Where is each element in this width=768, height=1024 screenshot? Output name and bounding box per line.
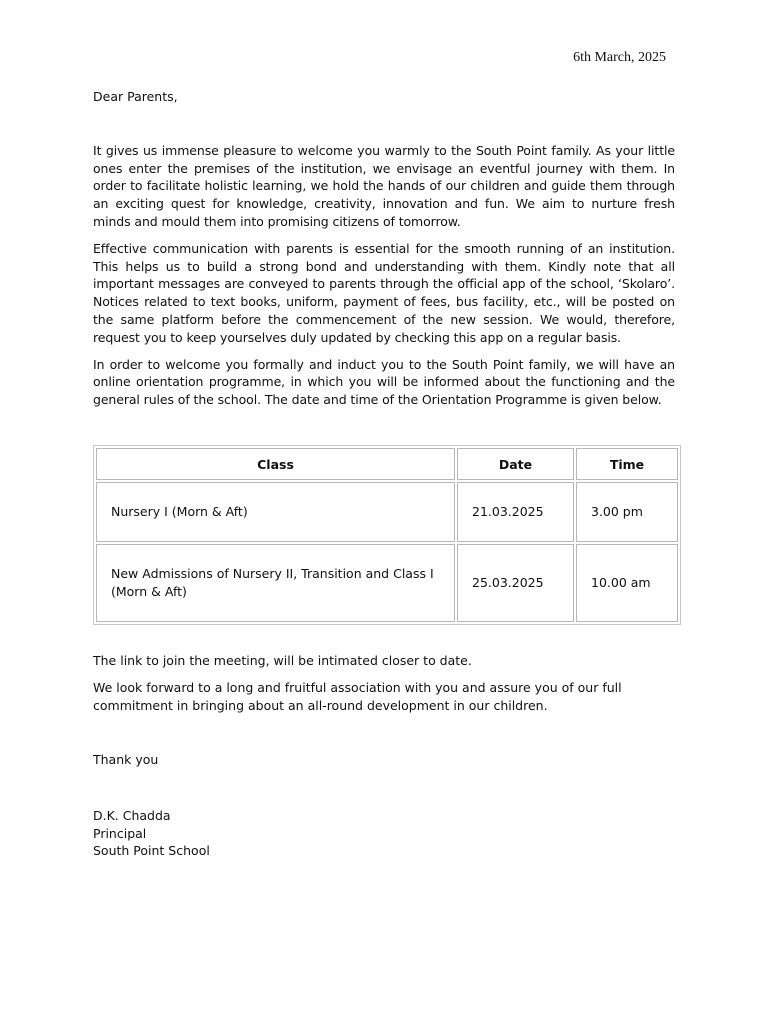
closing-section: [93, 652, 675, 724]
header-class: Class: [96, 448, 455, 480]
signatory-name: D.K. Chadda: [93, 808, 171, 823]
cell-date: 25.03.2025: [457, 544, 574, 622]
signatory-title: Principal: [93, 825, 147, 841]
school-name: South Point School: [93, 843, 210, 858]
paragraph-orientation: In order to welcome you formally and induct you to the South Point family, we will have an online orientation programme, in which you will be informed about the functioning and the general rules of the school. The date and time of the Orientation Programme is given below.: [93, 356, 675, 408]
signature-block: [93, 807, 210, 860]
letter-body: [93, 142, 675, 418]
orientation-schedule-table: [93, 445, 681, 625]
thank-you: Thank you: [93, 752, 159, 767]
table-header-row: [96, 448, 678, 480]
cell-date: 21.03.2025: [457, 482, 574, 542]
header-time: Time: [576, 448, 678, 480]
cell-class: Nursery I (Morn & Aft): [96, 482, 455, 542]
paragraph-welcome: It gives us immense pleasure to welcome you warmly to the South Point family. As your little ones enter the premises of the institution, we envisage an eventful journey with them. In order to facilitate holistic learning, we hold the hands of our children and guide them through an exciting quest for knowledge, creativity, innovation and fun. We aim to nurture fresh minds and mould them into promising citizens of tomorrow.: [93, 143, 675, 229]
paragraph-meeting-link: The link to join the meeting, will be intimated closer to date.: [93, 653, 472, 668]
table-row: [96, 544, 678, 622]
cell-time: 10.00 am: [576, 544, 678, 622]
cell-class: New Admissions of Nursery II, Transition and Class I (Morn & Aft): [96, 544, 455, 622]
header-date: Date: [457, 448, 574, 480]
table-row: [96, 482, 678, 542]
letter-date: 6th March, 2025: [573, 50, 666, 65]
salutation: Dear Parents,: [93, 89, 178, 104]
cell-time: 3.00 pm: [576, 482, 678, 542]
paragraph-communication: Effective communication with parents is essential for the smooth running of an institution. This helps us to build a strong bond and understanding with them. Kindly note that all important messages are conveyed to parents through the official app of the school, ‘Skolaro’. Notices related to text books, uniform, payment of fees, bus facility, etc., will be posted on the same platform before the commencement of the new session. We would, therefore, request you to keep yourselves duly updated by checking this app on a regular basis.: [93, 241, 675, 345]
paragraph-commitment: We look forward to a long and fruitful association with you and assure you of our full commitment in bringing about an all-round development in our children.: [93, 680, 622, 713]
